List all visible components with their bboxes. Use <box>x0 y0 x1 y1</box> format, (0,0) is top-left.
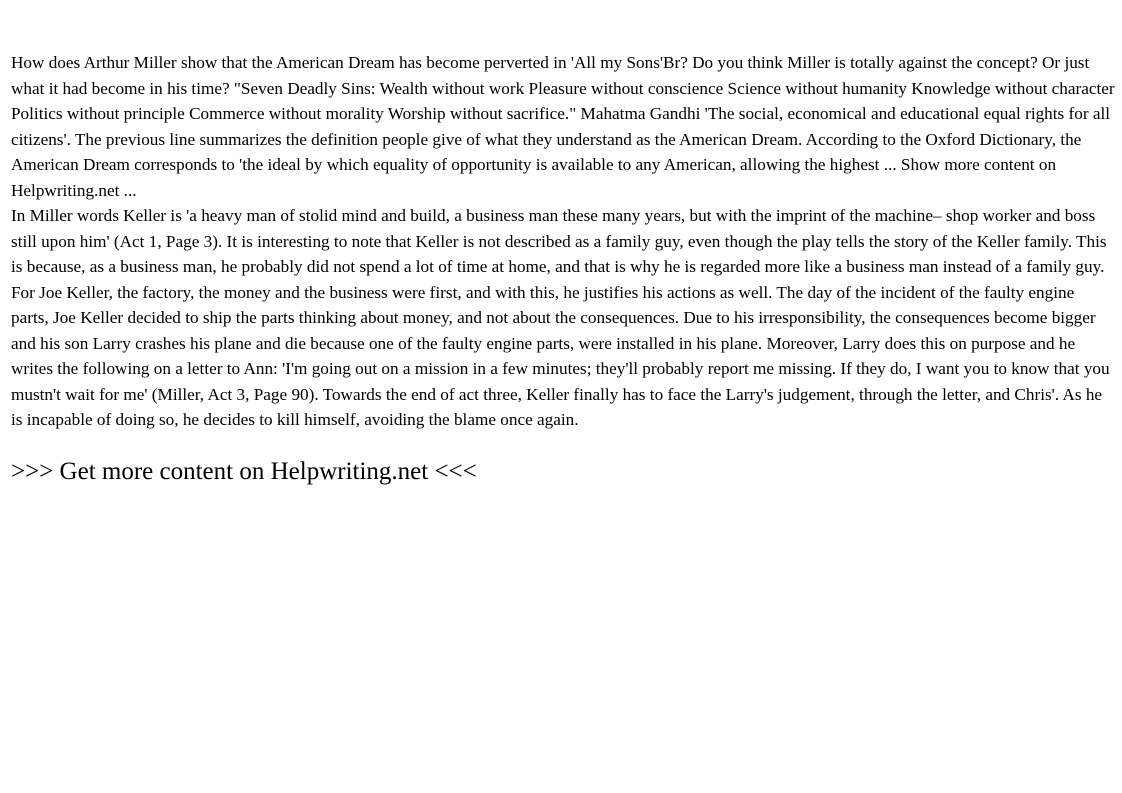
paragraph-analysis: In Miller words Keller is 'a heavy man of stolid mind and build, a business man these many years, but with the imprint of the machine– shop worker and boss still upon him' (Act 1, Page 3). It is interesting to note that Keller is not described as a family guy, even though the play tells the story of the Keller family. This is because, as a business man, he probably did not spend a lot of time at home, and that is why he is regarded more like a business man instead of a family guy. For Joe Keller, the factory, the money and the business were first, and with this, he justifies his actions as well. The day of the incident of the faulty engine parts, Joe Keller decided to ship the parts thinking about money, and not about the consequences. Due to his irresponsibility, the consequences become bigger and his son Larry crashes his plane and die because one of the faulty engine parts, were installed in his plane. Moreover, Larry does this on purpose and he writes the following on a letter to Ann: 'I'm going out on a mission in a few minutes; they'll probably report me missing. If they do, I want you to know that you mustn't wait for me' (Miller, Act 3, Page 90). Towards the end of act three, Keller finally has to face the Larry's judgement, through the letter, and Chris'. As he is incapable of doing so, he decides to kill himself, avoiding the blame once again. <box>11 206 1110 429</box>
paragraph-intro: How does Arthur Miller show that the American Dream has become perverted in 'All my Sons'Br? Do you think Miller is totally against the concept? Or just what it had become in his time? "Seven Deadly Sins: Wealth without work Pleasure without conscience Science without humanity Knowledge without character Politics without principle Commerce without morality Worship without sacrifice." Mahatma Gandhi 'The social, economical and educational equal rights for all citizens'. The previous line summarizes the definition people give of what they understand as the American Dream. According to the Oxford Dictionary, the American Dream corresponds to 'the ideal by which equality of opportunity is available to any American, allowing the highest ... Show more content on Helpwriting.net ... <box>11 53 1115 200</box>
get-more-content-link[interactable]: >>> Get more content on Helpwriting.net <<< <box>11 457 477 485</box>
document-body <box>11 50 1115 488</box>
